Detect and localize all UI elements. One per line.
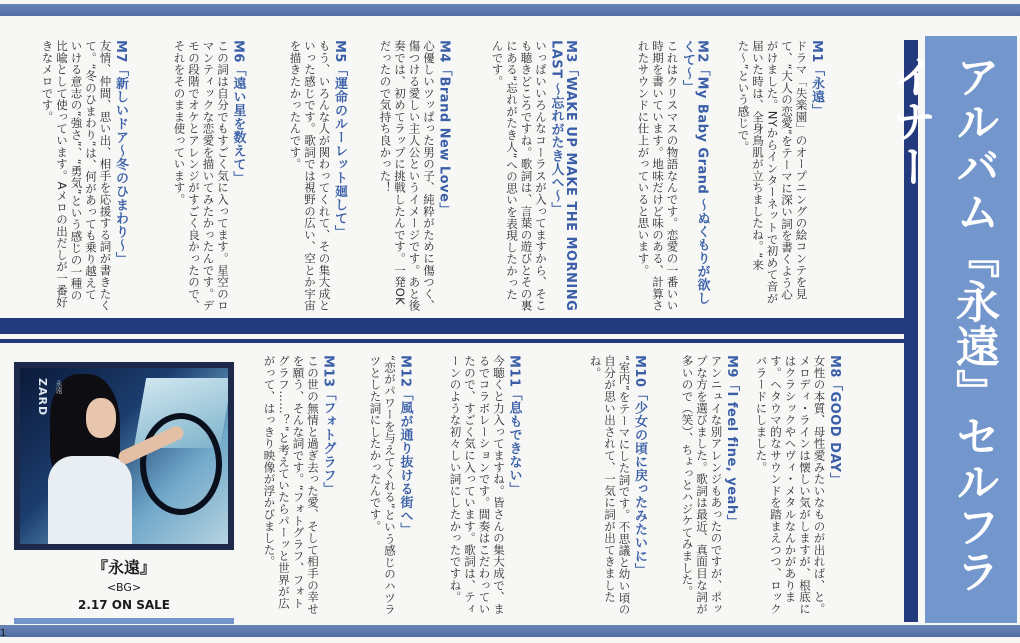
- song-body: もう、いろんな人が関わってくれて、その集大成といった感じです。歌詞では視野の広い、空とか宇宙を描きたかったんです。: [288, 40, 332, 312]
- song-body: “恋がパワーを与えてくれる”という感じのハツラツとした詞にしたかったんです。: [368, 355, 397, 616]
- bottom-color-bar: [0, 625, 1020, 637]
- song-heading: M2「My Baby Grand: [694, 40, 710, 195]
- song-heading: M3「WAKE UP MAKE THE MORNING LAST: [548, 40, 578, 312]
- song-body: これはクリスマスの物語なんです。恋愛の一番いい時期を書いています。地味だけど味のある、計算されたサウンドに仕上がっていると思います。: [636, 40, 680, 312]
- song-heading: M10「少女の頃に戻ったみたいに」: [632, 355, 647, 577]
- section-m11: [448, 355, 521, 617]
- singer-shirt: [48, 456, 132, 544]
- cd-logo-sub: 永遠: [55, 380, 63, 394]
- section-m4: [378, 40, 451, 312]
- song-heading: M1「永遠」: [809, 40, 824, 117]
- section-m7: [40, 40, 127, 312]
- song-heading: M7「新しいドア〜冬のひまわり〜」: [113, 40, 128, 266]
- song-body: 友情、仲間、思い出、相手を応援する詞が書きたくて。“冬のひまわり”は、何があっても乗り越えていける意志の“強さ”、“勇気”という感じの一種の比喩として使っています。Aメロの出だしが一番好きなメロです。: [40, 40, 113, 312]
- song-body: “室内”をテーマにした詞です。不思議と幼い頃の自分が思い出されて、一気に詞が出てきましたね。: [588, 355, 632, 616]
- cd-subtitle: <BG>: [106, 581, 142, 594]
- song-body: この世の無情と過ぎ去った愛、そして相手の幸せを願う、そんな詞です。“フォトグラフ、フォトグラフ……？”と考えていたらパーッと世界が広がって、はっきり映像が浮かびました。: [262, 355, 320, 615]
- cd-cover-photo: [20, 368, 228, 544]
- cd-underbar: [14, 618, 234, 624]
- section-m8: [754, 355, 841, 617]
- song-body: 心優しいツッぱった男の子、純粋がために傷つく、傷つける愛しい主人公というイメージです。あと後奏では、初めてラップに挑戦したんです。一発OKだったので気持ち良かった！: [378, 40, 436, 312]
- song-heading: M8「GOOD DAY」: [827, 355, 842, 487]
- top-color-bar: [0, 4, 1020, 16]
- section-divider-thin: [0, 339, 904, 343]
- section-m6: [172, 40, 245, 312]
- song-heading: M12「風が通り抜ける街へ」: [397, 355, 413, 537]
- cd-jacket: [14, 362, 234, 550]
- section-m2: [636, 40, 709, 312]
- section-m5: [288, 40, 346, 312]
- section-m10: [588, 355, 646, 617]
- singer-face: [86, 398, 116, 438]
- song-body: 今聴くと力入ってますね。皆さんの集大成で、まるでコラボレーションです。間奏はこだわっていたので、すごく気に入っています。歌詞は、ティーンのような初々しい詞にしたかったですね。: [448, 355, 506, 615]
- title-band: [884, 36, 1017, 623]
- song-heading: M4「Brand New Love」: [436, 40, 452, 216]
- song-body: いっぱいいろんなコーラスが入ってますから、そこも聴きどころですね。歌詞は、言葉の遊びとその裏にある“忘れがたき人”への思いを表現したかったんです。: [490, 40, 548, 312]
- song-subheading: 〜ぬくもりが欲しくて〜」: [680, 40, 710, 305]
- song-heading: M9「I feel fine, yeah」: [724, 355, 739, 529]
- section-m13: [262, 355, 335, 617]
- page-number: 1: [0, 628, 7, 639]
- section-m12: [368, 355, 412, 617]
- section-m1: [736, 40, 823, 312]
- cd-caption: [14, 555, 234, 612]
- song-body: この詞は自分でもすごく気に入ってます。星空のロマンティックな恋愛を描いてみたかったんです。デモの段階でオケとアレンジがすごく良かったので、それをそのまま使っています。: [172, 40, 230, 312]
- song-body: アンニュイな別アレンジもあったのですが、ポップな方を選びました。歌詞は最近、真面目な詞が多いので（笑）、ちょっとハジケてみました。: [680, 355, 724, 615]
- song-heading: M6「遠い星を数えて」: [230, 40, 246, 185]
- page-title: アルバム『永遠』セルフライナー: [884, 54, 999, 594]
- song-subheading: 〜忘れがたき人へ〜」: [548, 82, 564, 216]
- cd-release-date: 2.17 ON SALE: [78, 598, 170, 612]
- song-heading: M13「フォトグラフ」: [320, 355, 336, 496]
- song-heading: M11「息もできない」: [506, 355, 522, 496]
- section-m9: [680, 355, 738, 617]
- section-divider: [0, 318, 904, 334]
- cd-logo: ZARD: [36, 378, 49, 417]
- song-body: 女性の本質、母性愛みたいなものが出れば、と。メロディ・ラインは懐しい気がしますが、根底にはクラシックやヘヴィ・メタルなんかがあります。ヘタウマ的なサウンドを踏まえつつ、ロックバラードにしました。: [754, 355, 827, 615]
- section-m3: [490, 40, 577, 312]
- song-body: ドラマ「失楽園」のオープニングの絵コンテを見て、“大人の恋愛”をテーマに深い詞を書くよう心がけました。NYからインターネットで初めて音が届いた時は、全身鳥肌が立ちましたね。“来た〜”という感じで。: [736, 40, 809, 305]
- song-heading: M5「運命のルーレット廻して」: [332, 40, 347, 239]
- cd-title: 『永遠』: [91, 558, 156, 577]
